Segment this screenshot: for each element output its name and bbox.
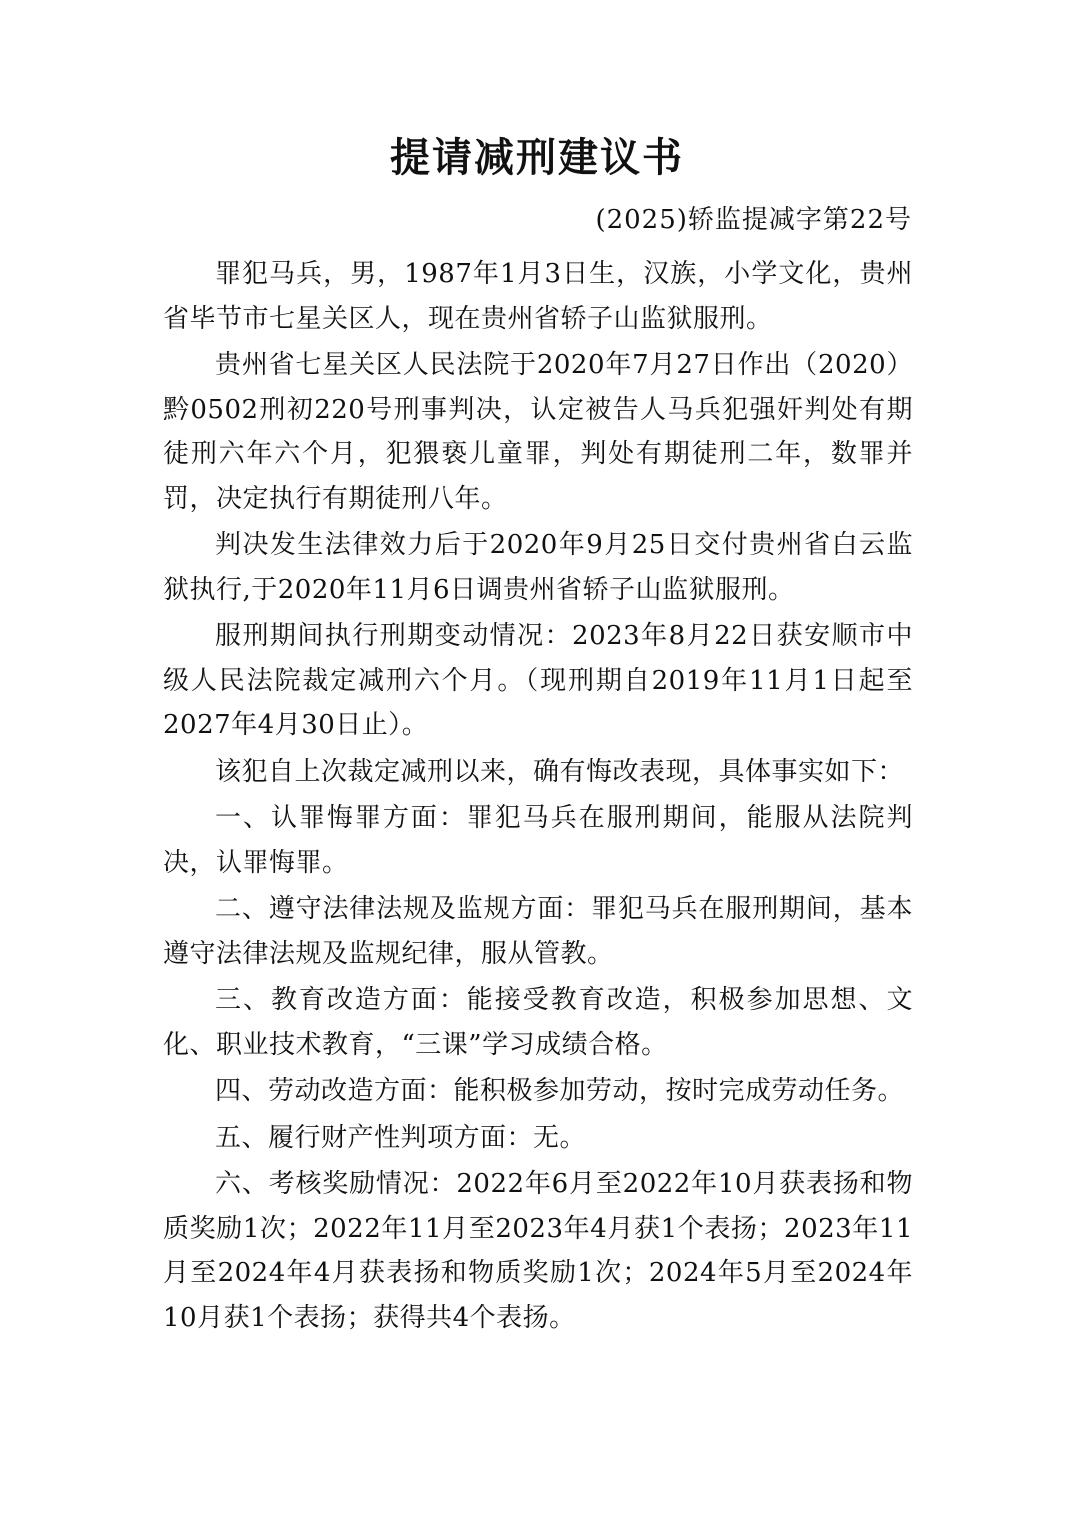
paragraph-repentance-intro: 该犯自上次裁定减刑以来，确有悔改表现，具体事实如下： [215, 756, 905, 787]
paragraph-obey-rules: 二、遵守法律法规及监规方面：罪犯马兵在服刑期间，基本遵守法律法规及监规纪律，服从管教。 [163, 894, 913, 969]
paragraph-personal-info: 罪犯马兵，男，1987年1月3日生，汉族，小学文化，贵州省毕节市七星关区人，现在贵州省轿子山监狱服刑。 [163, 259, 913, 334]
paragraph-sentence-changes: 服刑期间执行刑期变动情况：2023年8月22日获安顺市中级人民法院裁定减刑六个月。（现刑期自2019年11月1日起至2027年4月30日止）。 [163, 621, 913, 740]
paragraph-admit-guilt: 一、认罪悔罪方面：罪犯马兵在服刑期间，能服从法院判决，认罪悔罪。 [163, 803, 913, 878]
paragraph-original-judgment: 贵州省七星关区人民法院于2020年7月27日作出（2020）黔0502刑初220号刑事判决，认定被告人马兵犯强奸判处有期徒刑六年六个月，犯猥亵儿童罪，判处有期徒刑二年，数罪并罚，决定执行有期徒刑八年。 [163, 350, 913, 514]
paragraph-execution-transfer: 判决发生法律效力后于2020年9月25日交付贵州省白云监狱执行,于2020年11月6日调贵州省轿子山监狱服刑。 [163, 530, 913, 605]
paragraph-labor: 四、劳动改造方面：能积极参加劳动，按时完成劳动任务。 [215, 1076, 905, 1106]
document-body [163, 252, 913, 1342]
document-title: 提请减刑建议书 [390, 134, 684, 181]
paragraph-rewards: 六、考核奖励情况：2022年6月至2022年10月获表扬和物质奖励1次；2022年11月至2023年4月获1个表扬；2023年11月至2024年4月获表扬和物质奖励1次；2024年5月至2024年10月获1个表扬；获得共4个表扬。 [163, 1169, 913, 1333]
document-number: (2025)轿监提减字第22号 [595, 205, 912, 235]
paragraph-property: 五、履行财产性判项方面：无。 [215, 1122, 587, 1153]
paragraph-education: 三、教育改造方面：能接受教育改造，积极参加思想、文化、职业技术教育，“三课”学习成绩合格。 [163, 985, 913, 1060]
